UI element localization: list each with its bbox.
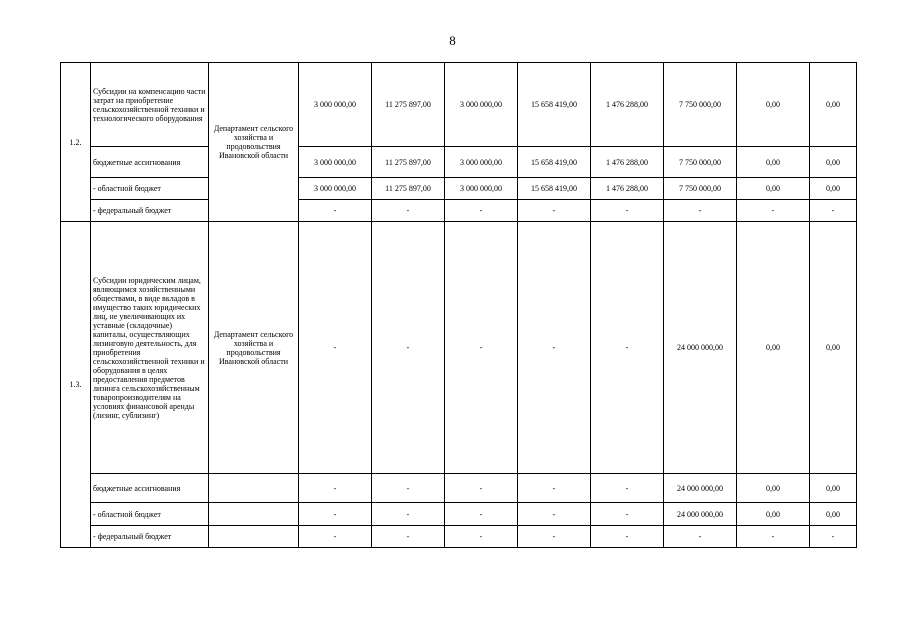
value-cell: - (299, 222, 372, 474)
table-row (61, 63, 857, 147)
row-description: - областной бюджет (91, 178, 209, 200)
value-cell: 3 000 000,00 (299, 63, 372, 147)
value-cell: 3 000 000,00 (299, 147, 372, 178)
value-cell: - (299, 200, 372, 222)
value-cell: - (372, 222, 445, 474)
value-cell: 0,00 (737, 474, 810, 503)
value-cell: - (445, 222, 518, 474)
value-cell: - (518, 222, 591, 474)
value-cell: 0,00 (810, 474, 857, 503)
value-cell: - (299, 526, 372, 548)
value-cell: 24 000 000,00 (664, 503, 737, 526)
row-description: - федеральный бюджет (91, 200, 209, 222)
value-cell: 3 000 000,00 (299, 178, 372, 200)
table-row (61, 178, 857, 200)
row-description: - областной бюджет (91, 503, 209, 526)
value-cell: - (518, 503, 591, 526)
value-cell: 1 476 288,00 (591, 147, 664, 178)
value-cell: 1 476 288,00 (591, 178, 664, 200)
value-cell: 11 275 897,00 (372, 178, 445, 200)
value-cell: - (591, 200, 664, 222)
row-description: бюджетные ассигнования (91, 474, 209, 503)
value-cell: - (445, 200, 518, 222)
value-cell: - (737, 200, 810, 222)
value-cell: - (445, 474, 518, 503)
row-number: 1.2. (61, 63, 91, 222)
table-row (61, 503, 857, 526)
value-cell: 24 000 000,00 (664, 474, 737, 503)
value-cell: - (372, 503, 445, 526)
value-cell: - (518, 474, 591, 503)
value-cell: 0,00 (737, 503, 810, 526)
empty-cell (209, 474, 299, 503)
value-cell: 0,00 (810, 178, 857, 200)
value-cell: 3 000 000,00 (445, 147, 518, 178)
value-cell: 11 275 897,00 (372, 63, 445, 147)
value-cell: - (664, 526, 737, 548)
value-cell: 7 750 000,00 (664, 178, 737, 200)
row-number: 1.3. (61, 222, 91, 548)
empty-cell (209, 503, 299, 526)
value-cell: - (299, 474, 372, 503)
value-cell: 15 658 419,00 (518, 147, 591, 178)
value-cell: - (445, 503, 518, 526)
page-number: 8 (449, 33, 456, 48)
row-description: Субсидии юридическим лицам, являющимся хозяйственными обществами, в виде вкладов в имущество таких юридических лиц, не увеличивающих их уставные (складочные) капиталы, осуществляющих лизинговую деятельность, для приобретения сельскохозяйственной техники и оборудования в целях предоставления предметов лизинга сельскохозяйственным товаропроизводителям на условиях финансовой аренды (лизинг, сублизинг) (91, 222, 209, 474)
value-cell: 24 000 000,00 (664, 222, 737, 474)
value-cell: - (591, 526, 664, 548)
value-cell: 0,00 (810, 147, 857, 178)
value-cell: - (518, 526, 591, 548)
value-cell: 0,00 (810, 503, 857, 526)
row-description: Субсидии на компенсацию части затрат на приобретение сельскохозяйственной техники и технологического оборудования (91, 63, 209, 147)
value-cell: 0,00 (737, 63, 810, 147)
empty-cell (209, 526, 299, 548)
value-cell: - (664, 200, 737, 222)
table-row (61, 474, 857, 503)
table-row (61, 200, 857, 222)
row-department: Департамент сельского хозяйства и продовольствия Ивановской области (209, 63, 299, 222)
value-cell: - (591, 503, 664, 526)
value-cell: 7 750 000,00 (664, 147, 737, 178)
value-cell: - (299, 503, 372, 526)
value-cell: 1 476 288,00 (591, 63, 664, 147)
budget-table (60, 62, 857, 548)
value-cell: - (810, 200, 857, 222)
row-description: бюджетные ассигнования (91, 147, 209, 178)
value-cell: 0,00 (810, 222, 857, 474)
value-cell: 0,00 (737, 222, 810, 474)
value-cell: 0,00 (737, 147, 810, 178)
value-cell: - (445, 526, 518, 548)
value-cell: - (591, 222, 664, 474)
value-cell: 11 275 897,00 (372, 147, 445, 178)
table-row (61, 526, 857, 548)
value-cell: - (372, 474, 445, 503)
value-cell: 3 000 000,00 (445, 178, 518, 200)
value-cell: 0,00 (737, 178, 810, 200)
value-cell: - (372, 200, 445, 222)
value-cell: 15 658 419,00 (518, 63, 591, 147)
value-cell: 7 750 000,00 (664, 63, 737, 147)
value-cell: - (372, 526, 445, 548)
row-department: Департамент сельского хозяйства и продовольствия Ивановской области (209, 222, 299, 474)
value-cell: 0,00 (810, 63, 857, 147)
row-description: - федеральный бюджет (91, 526, 209, 548)
value-cell: 3 000 000,00 (445, 63, 518, 147)
value-cell: - (737, 526, 810, 548)
value-cell: - (810, 526, 857, 548)
value-cell: - (591, 474, 664, 503)
value-cell: 15 658 419,00 (518, 178, 591, 200)
value-cell: - (518, 200, 591, 222)
table-row (61, 147, 857, 178)
table-row (61, 222, 857, 474)
